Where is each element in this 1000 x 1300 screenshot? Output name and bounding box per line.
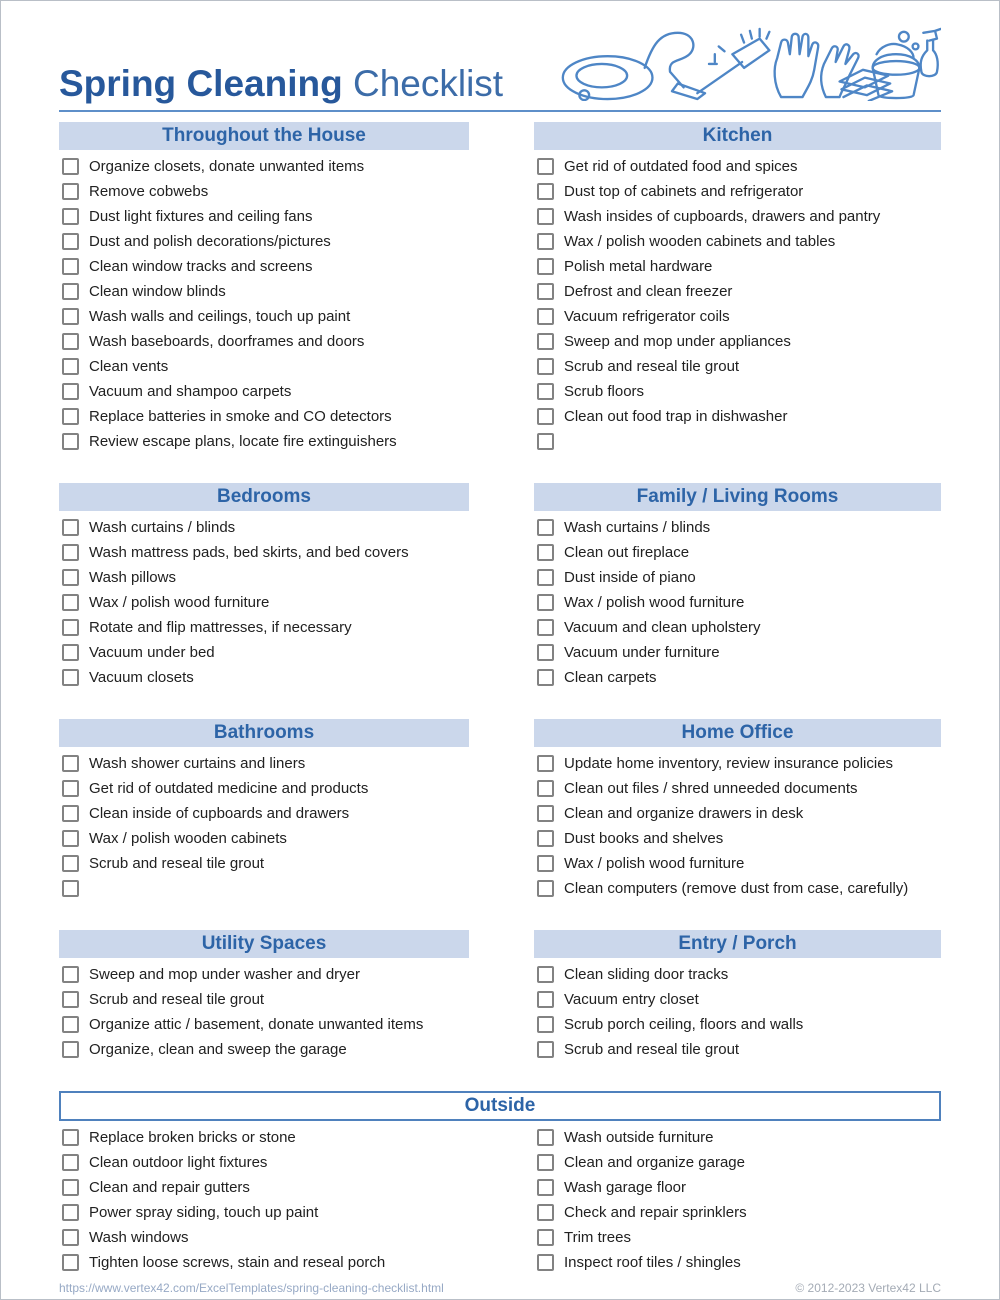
checklist-item bbox=[59, 851, 469, 876]
checklist-item bbox=[59, 876, 469, 901]
checkbox[interactable] bbox=[62, 780, 79, 797]
checklist-item bbox=[534, 204, 941, 229]
checklist-item bbox=[534, 329, 941, 354]
checklist-item bbox=[59, 329, 469, 354]
checklist-item bbox=[59, 776, 469, 801]
checkbox[interactable] bbox=[537, 283, 554, 300]
checklist-item-label: Wax / polish wooden cabinets bbox=[89, 830, 287, 847]
section-header-family-living-rooms: Family / Living Rooms bbox=[534, 483, 941, 511]
checklist-item-label: Wax / polish wood furniture bbox=[564, 594, 745, 611]
checklist-item-label: Check and repair sprinklers bbox=[564, 1204, 747, 1221]
checkbox[interactable] bbox=[537, 358, 554, 375]
checklist-item bbox=[534, 665, 941, 690]
checklist-item bbox=[59, 304, 469, 329]
checklist-item bbox=[534, 751, 941, 776]
page-title bbox=[59, 62, 503, 106]
section-header-throughout-the-house: Throughout the House bbox=[59, 122, 469, 150]
checklist-item-label: Vacuum entry closet bbox=[564, 991, 699, 1008]
checklist-item bbox=[534, 1200, 941, 1225]
section-item-list bbox=[534, 958, 941, 1062]
section-header-utility-spaces: Utility Spaces bbox=[59, 930, 469, 958]
checkbox[interactable] bbox=[537, 1254, 554, 1271]
checkbox[interactable] bbox=[62, 258, 79, 275]
checkbox[interactable] bbox=[62, 383, 79, 400]
checklist-item-label: Review escape plans, locate fire extinguishers bbox=[89, 433, 397, 450]
checkbox[interactable] bbox=[62, 755, 79, 772]
checklist-item bbox=[534, 404, 941, 429]
checklist-item-label: Clean window blinds bbox=[89, 283, 226, 300]
checkbox[interactable] bbox=[62, 1129, 79, 1146]
checklist-item-label: Polish metal hardware bbox=[564, 258, 713, 275]
checklist-item bbox=[59, 615, 469, 640]
checklist-item-label: Clean out food trap in dishwasher bbox=[564, 408, 788, 425]
section-header-kitchen: Kitchen bbox=[534, 122, 941, 150]
checkbox[interactable] bbox=[62, 805, 79, 822]
checklist-item-label: Scrub and reseal tile grout bbox=[564, 358, 740, 375]
checkbox[interactable] bbox=[62, 830, 79, 847]
checkbox[interactable] bbox=[62, 308, 79, 325]
checklist-item-label: Vacuum and clean upholstery bbox=[564, 619, 761, 636]
checklist-item bbox=[534, 801, 941, 826]
checklist-item bbox=[59, 279, 469, 304]
checkbox[interactable] bbox=[62, 1254, 79, 1271]
checklist-item-label: Vacuum refrigerator coils bbox=[564, 308, 730, 325]
checklist-item-label: Dust books and shelves bbox=[564, 830, 724, 847]
checklist-item-label: Clean carpets bbox=[564, 669, 657, 686]
checkbox[interactable] bbox=[62, 1154, 79, 1171]
outside-right-column bbox=[534, 1125, 941, 1275]
checklist-item-label: Scrub and reseal tile grout bbox=[89, 991, 265, 1008]
checklist-item-label: Wax / polish wood furniture bbox=[89, 594, 270, 611]
checklist-item bbox=[534, 1225, 941, 1250]
checkbox[interactable] bbox=[537, 755, 554, 772]
checklist-item-label: Wash insides of cupboards, drawers and pantry bbox=[564, 208, 881, 225]
checklist-item bbox=[534, 354, 941, 379]
checkbox[interactable] bbox=[537, 594, 554, 611]
checklist-item bbox=[59, 640, 469, 665]
checklist-item bbox=[534, 1250, 941, 1275]
vacuum-icon bbox=[563, 33, 705, 100]
bubble-icon bbox=[913, 44, 919, 50]
checkbox[interactable] bbox=[537, 569, 554, 586]
checklist-item bbox=[534, 1037, 941, 1062]
checklist-item-label: Wash pillows bbox=[89, 569, 176, 586]
checklist-item bbox=[59, 801, 469, 826]
checklist-item bbox=[59, 204, 469, 229]
checklist-item-label: Sweep and mop under washer and dryer bbox=[89, 966, 360, 983]
page-title-light bbox=[343, 63, 353, 104]
section-item-list bbox=[59, 150, 469, 454]
checkbox[interactable] bbox=[537, 991, 554, 1008]
checklist-item-label: Wash baseboards, doorframes and doors bbox=[89, 333, 365, 350]
checklist-item-label: Wash windows bbox=[89, 1229, 189, 1246]
section bbox=[59, 483, 469, 690]
checkbox[interactable] bbox=[537, 208, 554, 225]
section bbox=[59, 122, 469, 454]
checklist-item bbox=[59, 540, 469, 565]
section-item-list bbox=[534, 150, 941, 454]
checklist-item bbox=[59, 179, 469, 204]
checkbox[interactable] bbox=[62, 333, 79, 350]
checklist-item-label: Wash mattress pads, bed skirts, and bed covers bbox=[89, 544, 409, 561]
checkbox[interactable] bbox=[62, 966, 79, 983]
section bbox=[534, 930, 941, 1062]
checkbox[interactable] bbox=[537, 333, 554, 350]
checklist-item-label: Clean window tracks and screens bbox=[89, 258, 313, 275]
section-header-bathrooms: Bathrooms bbox=[59, 719, 469, 747]
checklist-item-label: Scrub and reseal tile grout bbox=[564, 1041, 740, 1058]
checklist-item-label: Vacuum under furniture bbox=[564, 644, 720, 661]
checkbox[interactable] bbox=[62, 408, 79, 425]
checkbox[interactable] bbox=[537, 780, 554, 797]
checkbox[interactable] bbox=[62, 1016, 79, 1033]
checklist-item bbox=[534, 876, 941, 901]
checkbox[interactable] bbox=[537, 308, 554, 325]
checklist-item-label: Wash garage floor bbox=[564, 1179, 687, 1196]
checkbox[interactable] bbox=[62, 208, 79, 225]
checkbox[interactable] bbox=[62, 569, 79, 586]
checkbox[interactable] bbox=[537, 183, 554, 200]
checklist-item-label: Defrost and clean freezer bbox=[564, 283, 733, 300]
checklist-item-label: Clean sliding door tracks bbox=[564, 966, 729, 983]
bubble-icon bbox=[899, 32, 909, 42]
checklist-item bbox=[534, 565, 941, 590]
checklist-item bbox=[534, 962, 941, 987]
checklist-item bbox=[59, 429, 469, 454]
checkbox[interactable] bbox=[62, 1041, 79, 1058]
checklist-item-label: Rotate and flip mattresses, if necessary bbox=[89, 619, 352, 636]
section-header-entry-porch: Entry / Porch bbox=[534, 930, 941, 958]
checklist-item bbox=[534, 154, 941, 179]
section-item-list bbox=[59, 747, 469, 901]
cleaning-tools-icon bbox=[551, 25, 941, 101]
checkbox[interactable] bbox=[62, 158, 79, 175]
checklist-item bbox=[59, 1225, 469, 1250]
checklist-item bbox=[534, 851, 941, 876]
checkbox[interactable] bbox=[537, 1016, 554, 1033]
checklist-item bbox=[59, 826, 469, 851]
checklist-item bbox=[534, 279, 941, 304]
page-title-light-text: Checklist bbox=[352, 62, 504, 104]
checklist-item-label: Power spray siding, touch up paint bbox=[89, 1204, 319, 1221]
section-item-list bbox=[59, 958, 469, 1062]
checklist-item bbox=[534, 540, 941, 565]
checklist-item bbox=[59, 1200, 469, 1225]
checkbox[interactable] bbox=[537, 1204, 554, 1221]
checkbox[interactable] bbox=[537, 519, 554, 536]
checklist-item bbox=[534, 590, 941, 615]
checklist-item-label: Dust inside of piano bbox=[564, 569, 696, 586]
checklist-item-label: Scrub porch ceiling, floors and walls bbox=[564, 1016, 804, 1033]
section bbox=[59, 719, 469, 901]
checklist-item bbox=[534, 229, 941, 254]
checklist-item bbox=[534, 379, 941, 404]
checklist-item-label: Clean outdoor light fixtures bbox=[89, 1154, 268, 1171]
checklist-item bbox=[534, 429, 941, 454]
spray-bottle-icon bbox=[899, 29, 941, 76]
checklist-item bbox=[534, 1175, 941, 1200]
checklist-item bbox=[59, 1250, 469, 1275]
checkbox[interactable] bbox=[537, 544, 554, 561]
checkbox[interactable] bbox=[62, 880, 79, 897]
left-column bbox=[59, 122, 469, 1091]
checklist-item-label: Wax / polish wood furniture bbox=[564, 855, 745, 872]
checklist-item bbox=[59, 590, 469, 615]
checklist-item bbox=[534, 826, 941, 851]
checklist-item bbox=[59, 1175, 469, 1200]
checklist-item-label: Wash shower curtains and liners bbox=[89, 755, 306, 772]
checklist-item-label: Inspect roof tiles / shingles bbox=[564, 1254, 741, 1271]
section bbox=[534, 719, 941, 901]
checklist-item-label: Organize attic / basement, donate unwanted items bbox=[89, 1016, 424, 1033]
checklist-item bbox=[59, 515, 469, 540]
checklist-item bbox=[534, 776, 941, 801]
checkbox[interactable] bbox=[537, 880, 554, 897]
footer-url-link[interactable]: https://www.vertex42.com/ExcelTemplates/spring-cleaning-checklist.html bbox=[59, 1281, 444, 1295]
checkbox[interactable] bbox=[537, 644, 554, 661]
section-header-home-office: Home Office bbox=[534, 719, 941, 747]
checklist-item bbox=[59, 962, 469, 987]
checkbox[interactable] bbox=[62, 233, 79, 250]
checklist-item-label: Clean and organize garage bbox=[564, 1154, 745, 1171]
checklist-item-label: Scrub and reseal tile grout bbox=[89, 855, 265, 872]
section-outside bbox=[59, 1091, 941, 1275]
checklist-item-label: Wash walls and ceilings, touch up paint bbox=[89, 308, 351, 325]
checklist-item bbox=[59, 354, 469, 379]
checkbox[interactable] bbox=[62, 1229, 79, 1246]
checklist-item bbox=[59, 1150, 469, 1175]
checklist-item-label: Clean out fireplace bbox=[564, 544, 690, 561]
checklist-item-label: Vacuum and shampoo carpets bbox=[89, 383, 292, 400]
checklist-item bbox=[59, 665, 469, 690]
checklist-item-label: Wax / polish wooden cabinets and tables bbox=[564, 233, 836, 250]
checklist-item-label: Clean vents bbox=[89, 358, 169, 375]
checklist-item bbox=[59, 565, 469, 590]
checkbox[interactable] bbox=[62, 619, 79, 636]
checklist-item bbox=[534, 304, 941, 329]
checklist-item bbox=[59, 254, 469, 279]
checklist-item bbox=[59, 404, 469, 429]
outside-items bbox=[59, 1125, 941, 1275]
checkbox[interactable] bbox=[62, 644, 79, 661]
checklist-item bbox=[59, 1012, 469, 1037]
checkbox[interactable] bbox=[537, 966, 554, 983]
checkbox[interactable] bbox=[537, 830, 554, 847]
page-footer bbox=[59, 1281, 941, 1295]
checklist-item bbox=[534, 1125, 941, 1150]
section-header-bedrooms: Bedrooms bbox=[59, 483, 469, 511]
section-item-list bbox=[534, 747, 941, 901]
checkbox[interactable] bbox=[537, 158, 554, 175]
checkbox[interactable] bbox=[62, 283, 79, 300]
checkbox[interactable] bbox=[62, 519, 79, 536]
section-item-list bbox=[59, 511, 469, 690]
page-header bbox=[59, 1, 941, 112]
section-item-list bbox=[534, 511, 941, 690]
checklist-item bbox=[59, 1125, 469, 1150]
checkbox[interactable] bbox=[62, 544, 79, 561]
checklist-item-label: Trim trees bbox=[564, 1229, 631, 1246]
checklist-item-label: Wash curtains / blinds bbox=[89, 519, 236, 536]
checklist-item bbox=[59, 154, 469, 179]
checklist-item-label: Scrub floors bbox=[564, 383, 645, 400]
checklist-item-label: Dust top of cabinets and refrigerator bbox=[564, 183, 804, 200]
checklist-item-label: Clean inside of cupboards and drawers bbox=[89, 805, 350, 822]
page-title-bold: Spring Cleaning bbox=[59, 62, 343, 104]
checkbox[interactable] bbox=[537, 805, 554, 822]
checklist-item bbox=[59, 751, 469, 776]
checklist-item bbox=[534, 1150, 941, 1175]
checklist-item-label: Replace batteries in smoke and CO detectors bbox=[89, 408, 392, 425]
checkbox[interactable] bbox=[537, 408, 554, 425]
checkbox[interactable] bbox=[62, 594, 79, 611]
checklist-item-label: Clean and repair gutters bbox=[89, 1179, 250, 1196]
outside-left-column bbox=[59, 1125, 469, 1275]
checklist-item-label: Sweep and mop under appliances bbox=[564, 333, 791, 350]
checkbox[interactable] bbox=[537, 383, 554, 400]
checkbox[interactable] bbox=[537, 1179, 554, 1196]
scrub-brush-icon bbox=[697, 29, 769, 93]
checklist-item-label: Replace broken bricks or stone bbox=[89, 1129, 296, 1146]
checklist-item-label: Get rid of outdated medicine and products bbox=[89, 780, 369, 797]
checklist-item-label: Wash outside furniture bbox=[564, 1129, 714, 1146]
checkbox[interactable] bbox=[62, 183, 79, 200]
checkbox[interactable] bbox=[537, 855, 554, 872]
checkbox[interactable] bbox=[62, 358, 79, 375]
checkbox[interactable] bbox=[537, 619, 554, 636]
checklist-item bbox=[59, 229, 469, 254]
checkbox[interactable] bbox=[537, 1129, 554, 1146]
checklist-item-label: Clean and organize drawers in desk bbox=[564, 805, 804, 822]
checkbox[interactable] bbox=[537, 1041, 554, 1058]
checklist-item bbox=[59, 379, 469, 404]
checklist-item-label: Clean out files / shred unneeded documents bbox=[564, 780, 858, 797]
checkbox[interactable] bbox=[537, 233, 554, 250]
checkbox[interactable] bbox=[62, 433, 79, 450]
checkbox[interactable] bbox=[537, 433, 554, 450]
checklist-item bbox=[59, 987, 469, 1012]
checkbox[interactable] bbox=[537, 669, 554, 686]
checklist-item-label: Remove cobwebs bbox=[89, 183, 209, 200]
section bbox=[534, 122, 941, 454]
checklist-item-label: Tighten loose screws, stain and reseal porch bbox=[89, 1254, 386, 1271]
checklist-item-label: Dust light fixtures and ceiling fans bbox=[89, 208, 313, 225]
checklist-item bbox=[534, 179, 941, 204]
checklist-item bbox=[534, 1012, 941, 1037]
checklist-item-label: Clean computers (remove dust from case, carefully) bbox=[564, 880, 909, 897]
checklist-item-label: Get rid of outdated food and spices bbox=[564, 158, 798, 175]
checklist-item bbox=[534, 987, 941, 1012]
checkbox[interactable] bbox=[537, 258, 554, 275]
checkbox[interactable] bbox=[537, 1154, 554, 1171]
section-header-outside: Outside bbox=[59, 1091, 941, 1121]
checkbox[interactable] bbox=[537, 1229, 554, 1246]
checkbox[interactable] bbox=[62, 991, 79, 1008]
checklist-columns bbox=[59, 122, 941, 1091]
checklist-item bbox=[534, 254, 941, 279]
right-column bbox=[534, 122, 941, 1091]
checklist-item bbox=[534, 640, 941, 665]
checklist-item-label: Organize closets, donate unwanted items bbox=[89, 158, 365, 175]
checklist-item bbox=[534, 515, 941, 540]
checklist-item-label: Dust and polish decorations/pictures bbox=[89, 233, 331, 250]
checklist-item-label: Wash curtains / blinds bbox=[564, 519, 711, 536]
section bbox=[59, 930, 469, 1062]
footer-copyright: © 2012-2023 Vertex42 LLC bbox=[795, 1281, 941, 1295]
checklist-item-label: Organize, clean and sweep the garage bbox=[89, 1041, 347, 1058]
checkbox[interactable] bbox=[62, 855, 79, 872]
checklist-item bbox=[59, 1037, 469, 1062]
checkbox[interactable] bbox=[62, 1179, 79, 1196]
checklist-item-label: Update home inventory, review insurance policies bbox=[564, 755, 894, 772]
cleaning-illustration bbox=[551, 25, 941, 106]
checklist-item-label: Vacuum closets bbox=[89, 669, 194, 686]
checklist-item bbox=[534, 615, 941, 640]
checkbox[interactable] bbox=[62, 1204, 79, 1221]
checkbox[interactable] bbox=[62, 669, 79, 686]
section bbox=[534, 483, 941, 690]
checklist-item-label: Vacuum under bed bbox=[89, 644, 215, 661]
